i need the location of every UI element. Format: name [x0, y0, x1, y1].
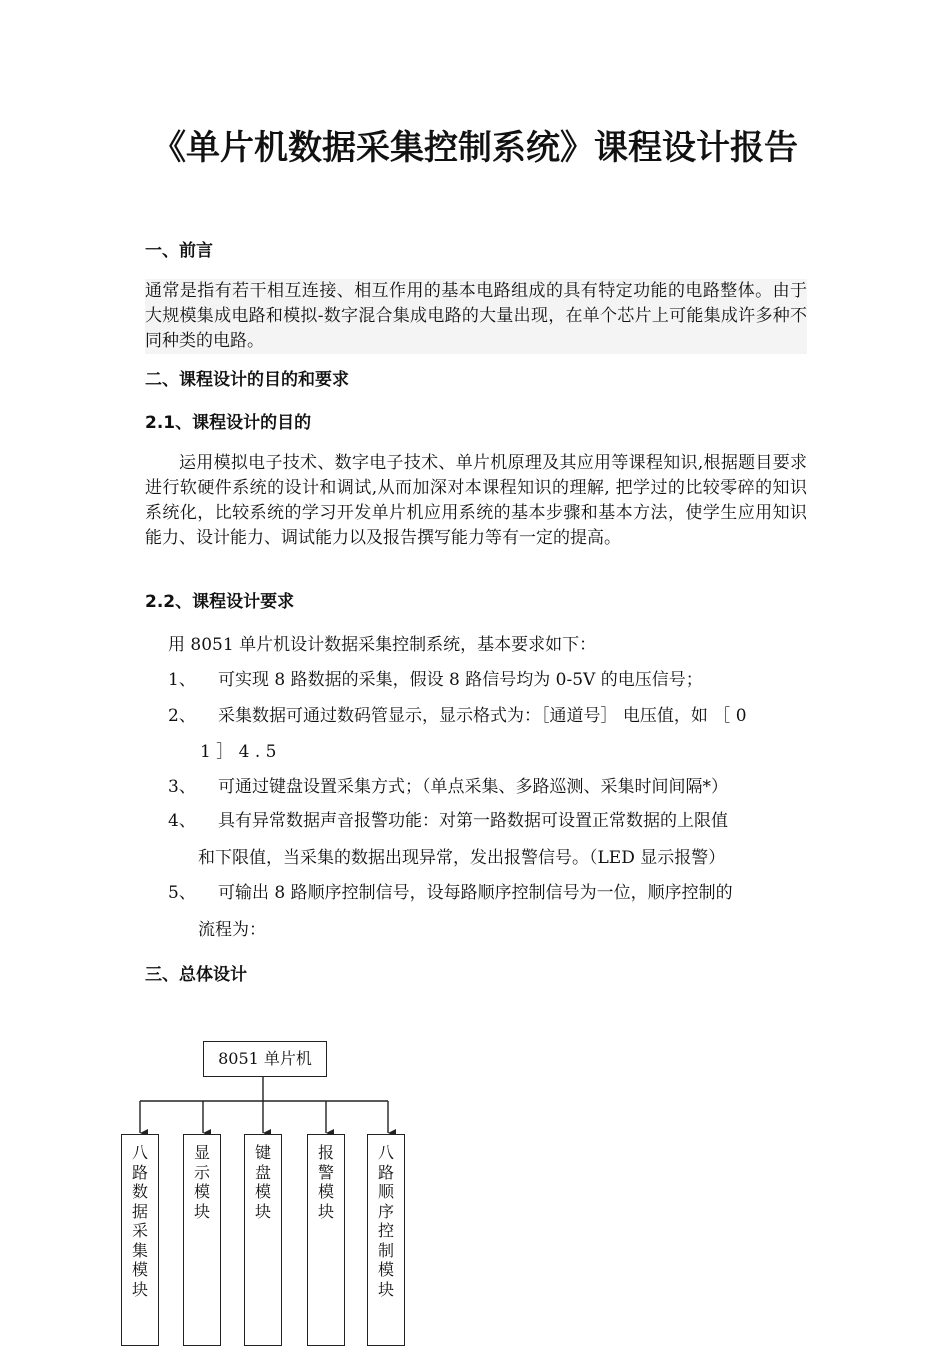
module-char: 路 [131, 1162, 148, 1182]
module-char: 制 [377, 1240, 394, 1260]
list-item-number: 2、 [168, 706, 196, 726]
module-char: 集 [131, 1240, 148, 1260]
module-char: 块 [254, 1201, 271, 1221]
module-char: 控 [377, 1221, 394, 1240]
module-char: 示 [193, 1162, 210, 1182]
list-item-text: 可通过键盘设置采集方式；（单点采集、多路巡测、采集时间间隔*） [218, 777, 728, 797]
module-char: 模 [317, 1182, 334, 1201]
module-char: 盘 [254, 1162, 271, 1182]
module-char: 键 [254, 1143, 271, 1162]
section-heading-purpose-requirements: 二、课程设计的目的和要求 [145, 370, 349, 390]
module-char: 数 [131, 1182, 148, 1201]
module-char: 模 [377, 1260, 394, 1279]
mcu-8051-block: 8051 单片机 [203, 1041, 327, 1077]
module-char: 警 [317, 1162, 334, 1182]
module-alarm [307, 1134, 345, 1346]
module-char: 八 [131, 1143, 148, 1162]
module-char: 据 [131, 1201, 148, 1221]
module-char: 采 [131, 1221, 148, 1240]
subsection-heading-purpose: 2.1、课程设计的目的 [145, 413, 312, 433]
list-item-text-continued: 流程为： [198, 920, 266, 940]
requirements-intro: 用 8051 单片机设计数据采集控制系统，基本要求如下： [168, 635, 597, 655]
list-item-text: 可输出 8 路顺序控制信号，设每路顺序控制信号为一位，顺序控制的 [218, 883, 733, 903]
module-char: 报 [317, 1143, 334, 1162]
module-char: 序 [377, 1201, 394, 1221]
list-item-text: 具有异常数据声音报警功能：对第一路数据可设置正常数据的上限值 [218, 811, 728, 831]
module-char: 模 [193, 1182, 210, 1201]
purpose-paragraph: 运用模拟电子技术、数字电子技术、单片机原理及其应用等课程知识,根据题目要求进行软硬件系统的设计和调试,从而加深对本课程知识的理解, 把学过的比较零碎的知识系统化，比较系统的学习开发单片机应用系统的基本步骤和基本方法，使学生应用知识能力、设计能力、调试能力以及报告撰写能力等有一定的提高。 [145, 453, 807, 548]
list-item-number: 5、 [168, 883, 196, 903]
list-item-text: 可实现 8 路数据的采集，假设 8 路信号均为 0-5V 的电压信号； [218, 670, 703, 690]
module-char: 模 [254, 1182, 271, 1201]
module-char: 块 [317, 1201, 334, 1221]
list-item-text: 采集数据可通过数码管显示，显示格式为：［通道号］ 电压值，如 ［ 0 [218, 706, 747, 726]
module-char: 块 [131, 1279, 148, 1299]
module-char: 八 [377, 1143, 394, 1162]
module-char: 显 [193, 1143, 210, 1162]
module-char: 路 [377, 1162, 394, 1182]
subsection-heading-requirements: 2.2、课程设计要求 [145, 592, 295, 612]
module-sequence-control [367, 1134, 405, 1346]
module-char: 块 [377, 1279, 394, 1299]
module-data-acquisition [121, 1134, 159, 1346]
list-item-text-continued: 和下限值，当采集的数据出现异常，发出报警信号。（LED 显示报警） [198, 848, 726, 868]
module-keyboard [244, 1134, 282, 1346]
list-item-text-continued: 1 ］ 4 . 5 [200, 742, 277, 762]
list-item-number: 4、 [168, 811, 196, 831]
module-char: 块 [193, 1201, 210, 1221]
section-heading-overall-design: 三、总体设计 [145, 965, 247, 985]
module-display [183, 1134, 221, 1346]
module-char: 顺 [377, 1182, 394, 1201]
module-char: 模 [131, 1260, 148, 1279]
list-item-number: 1、 [168, 670, 196, 690]
section-heading-preface: 一、前言 [145, 241, 213, 261]
document-title: 《单片机数据采集控制系统》课程设计报告 [152, 128, 798, 168]
list-item-number: 3、 [168, 777, 196, 797]
preface-paragraph: 通常是指有若干相互连接、相互作用的基本电路组成的具有特定功能的电路整体。由于大规模集成电路和模拟-数字混合集成电路的大量出现，在单个芯片上可能集成许多种不同种类的电路。 [145, 279, 807, 354]
